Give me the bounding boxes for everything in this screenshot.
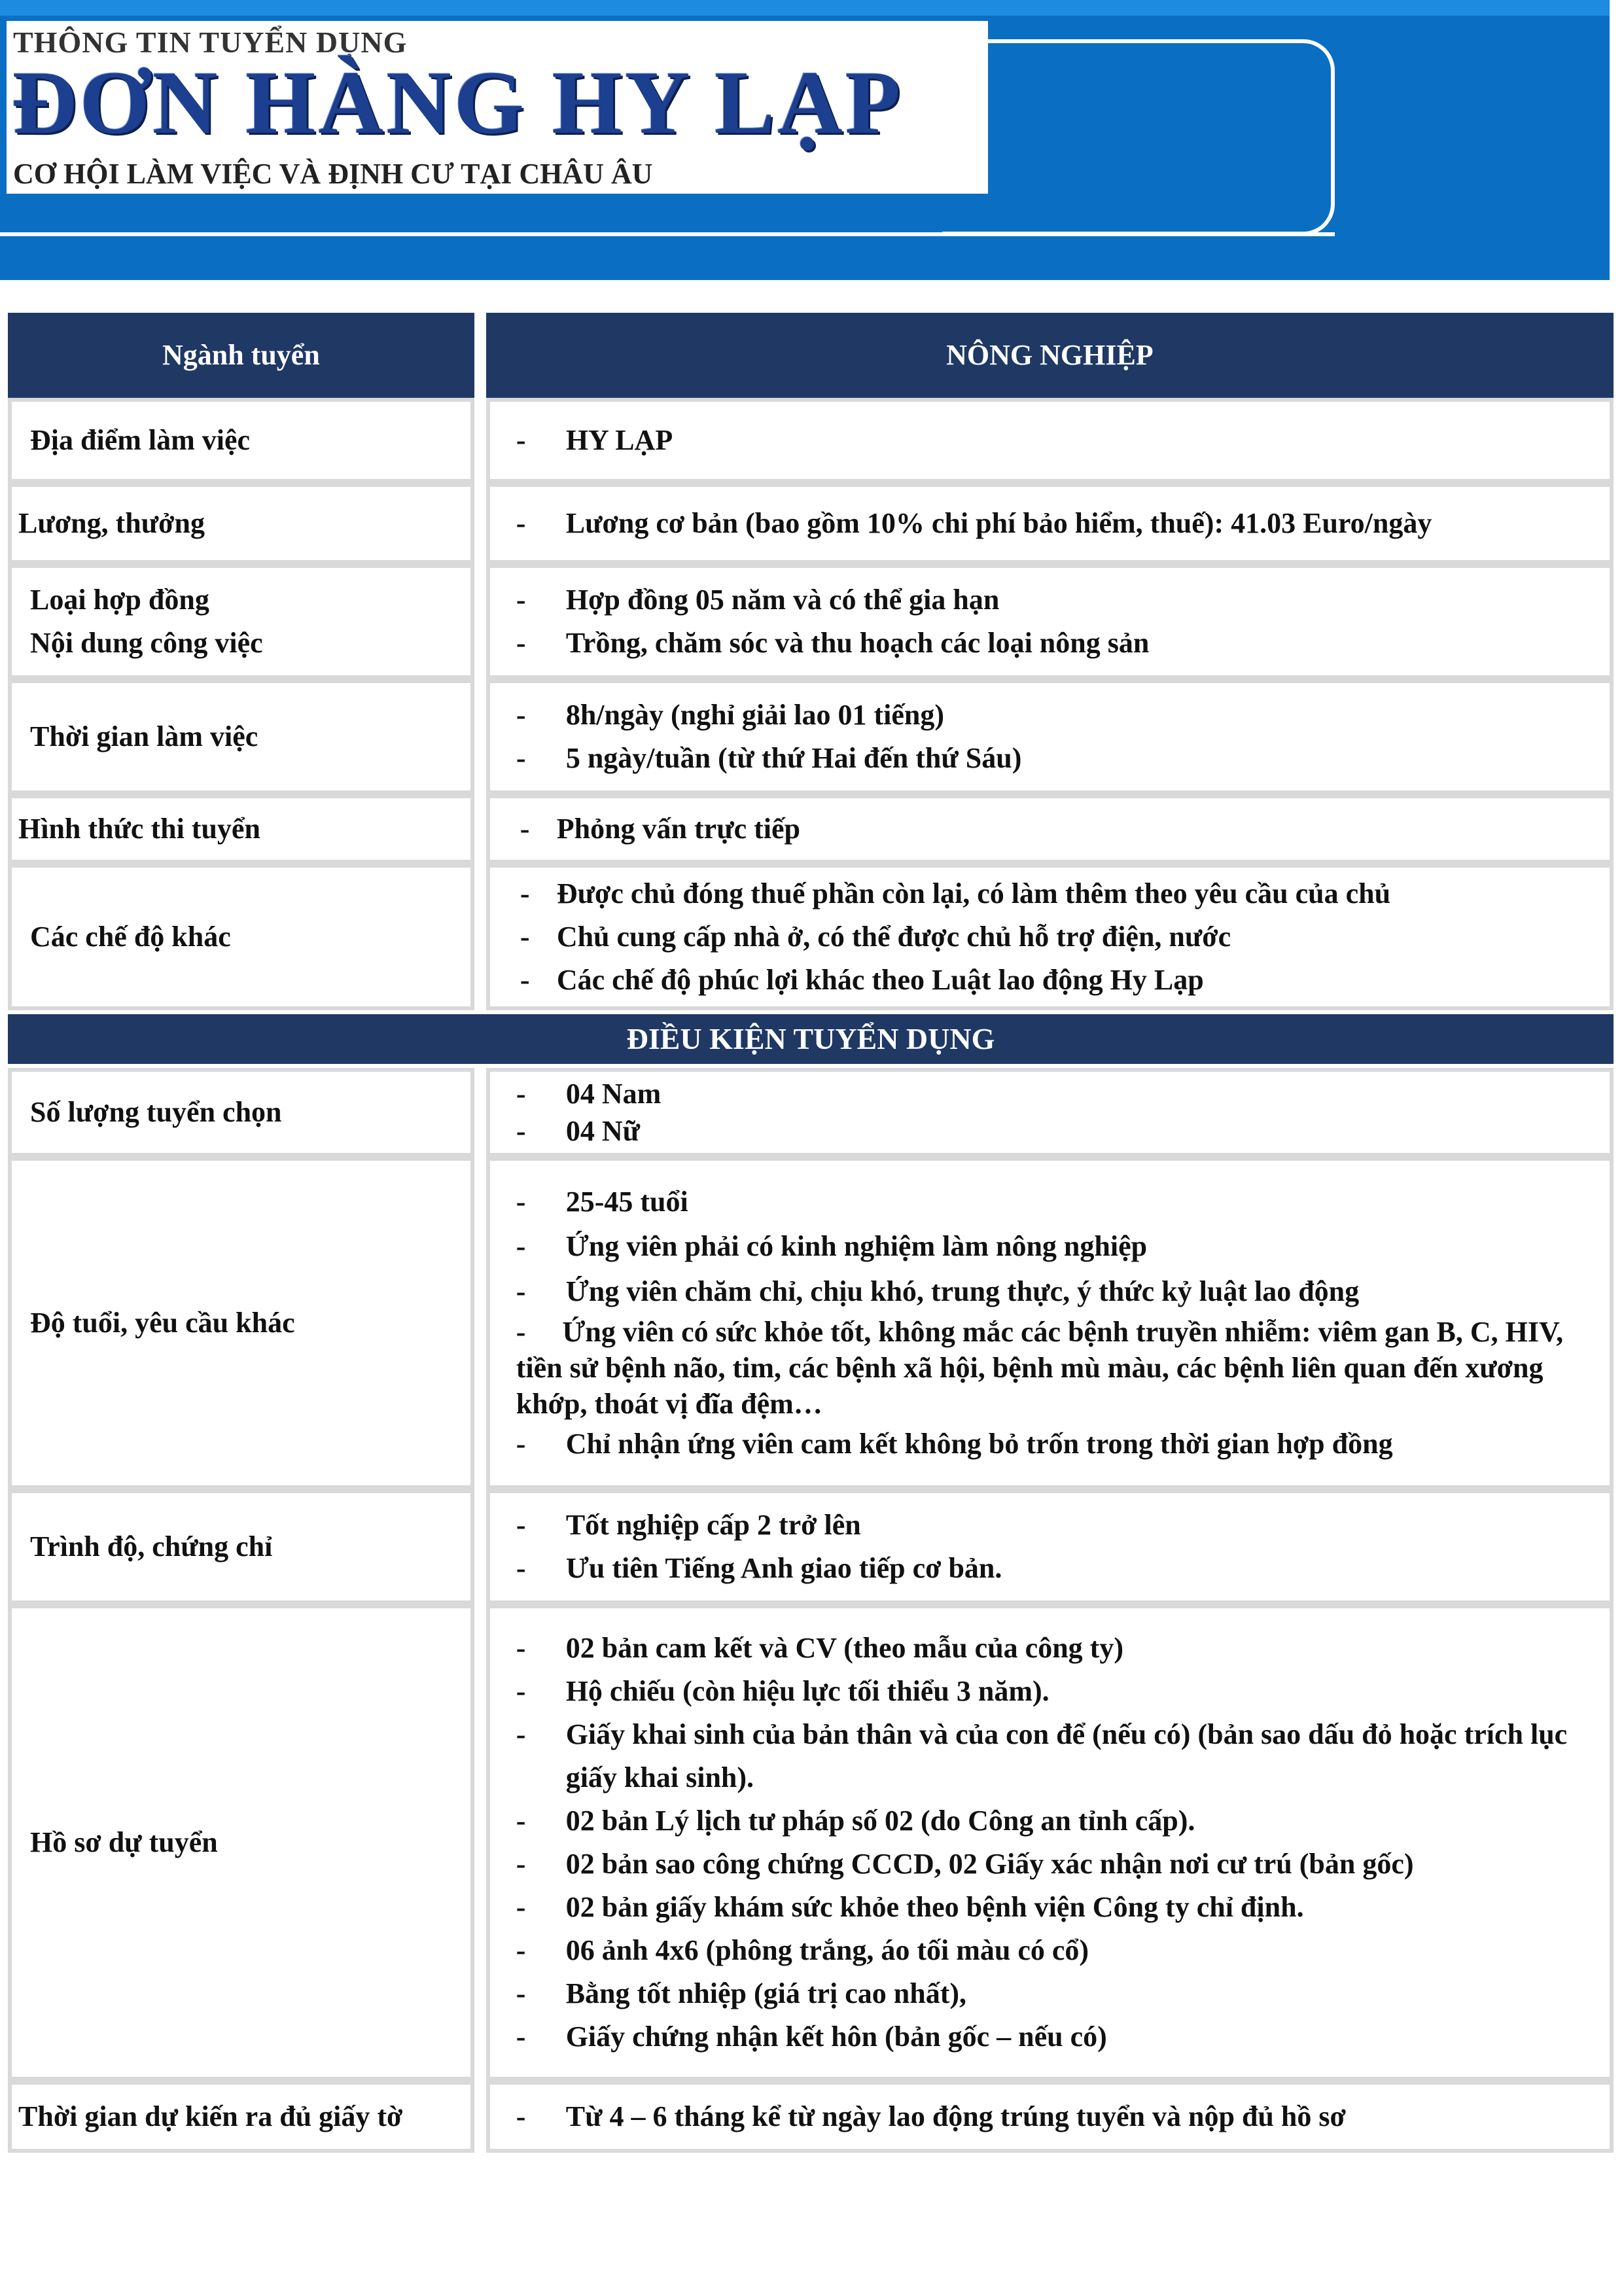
row-label: Độ tuổi, yêu cầu khác	[8, 1157, 474, 1489]
list-item: - Chỉ nhận ứng viên cam kết không bỏ trốn trong thời gian hợp đồng	[516, 1427, 1393, 1460]
row-label: Thời gian làm việc	[8, 679, 474, 794]
table-row-processing-time	[8, 2081, 1614, 2153]
header-industry-value: NÔNG NGHIỆP	[486, 313, 1614, 398]
table-row-age	[8, 1157, 1614, 1489]
label-contract-type: Loại hợp đồng	[30, 584, 209, 616]
list-item: - Được chủ đóng thuế phần còn lại, có làm thêm theo yêu cầu của chủ	[520, 877, 1391, 910]
header-banner	[0, 0, 1610, 280]
list-item: - Lương cơ bản (bao gồm 10% chi phí bảo hiểm, thuế): 41.03 Euro/ngày	[516, 507, 1432, 539]
row-label: Các chế độ khác	[8, 864, 474, 1010]
row-value	[486, 1068, 1614, 1157]
list-item: - Ưu tiên Tiếng Anh giao tiếp cơ bản.	[516, 1552, 1002, 1584]
row-label: Địa điểm làm việc	[8, 398, 474, 483]
table-row-exam	[8, 794, 1614, 864]
banner-frame-decoration	[942, 39, 1335, 236]
list-item: - Ứng viên chăm chỉ, chịu khó, trung thực, ý thức kỷ luật lao động	[516, 1275, 1360, 1307]
section-title-conditions: ĐIỀU KIỆN TUYỂN DỤNG	[8, 1014, 1614, 1064]
header-industry-label: Ngành tuyển	[8, 313, 474, 398]
list-item: - 02 bản sao công chứng CCCD, 02 Giấy xác nhận nơi cư trú (bản gốc)	[516, 1848, 1414, 1880]
table-row-benefits	[8, 864, 1614, 1010]
logo	[7, 21, 988, 194]
table-row-salary	[8, 483, 1614, 564]
logo-small-title: THÔNG TIN TUYỂN DỤNG	[13, 26, 408, 59]
table-row-documents	[8, 1604, 1614, 2081]
list-item: - Ứng viên phải có kinh nghiệm làm nông nghiệp	[516, 1230, 1148, 1263]
row-label: Trình độ, chứng chỉ	[8, 1489, 474, 1604]
label-job-content: Nội dung công việc	[30, 627, 263, 659]
logo-subtitle: CƠ HỘI LÀM VIỆC VÀ ĐỊNH CƯ TẠI CHÂU ÂU	[13, 158, 653, 190]
job-info-table	[8, 313, 1614, 2153]
list-item: - 25-45 tuổi	[516, 1186, 688, 1218]
table-row-quantity	[8, 1068, 1614, 1157]
banner-stripe	[0, 0, 1610, 16]
row-value	[486, 1604, 1614, 2081]
list-item: - Hộ chiếu (còn hiệu lực tối thiểu 3 năm).	[516, 1675, 1050, 1707]
row-value	[486, 1157, 1614, 1489]
row-value	[486, 864, 1614, 1010]
list-item: - Hợp đồng 05 năm và có thể gia hạn	[516, 584, 1000, 616]
list-item: - 04 Nam	[516, 1077, 662, 1110]
list-item: - 8h/ngày (nghỉ giải lao 01 tiếng)	[516, 699, 945, 731]
row-value	[486, 564, 1614, 679]
row-value	[486, 679, 1614, 794]
list-item: - Giấy chứng nhận kết hôn (bản gốc – nếu có)	[516, 2021, 1107, 2053]
list-item: - Ứng viên có sức khỏe tốt, không mắc các bệnh truyền nhiễm: viêm gan B, C, HIV, tiền sử bệnh não, tim, các bệnh xã hội, bệnh mù màu, các bệnh liên quan đến xương khớp, thoát vị đĩa đệm…	[516, 1315, 1564, 1420]
list-item: - Các chế độ phúc lợi khác theo Luật lao động Hy Lạp	[520, 964, 1204, 996]
list-item: - Chủ cung cấp nhà ở, có thể được chủ hỗ trợ điện, nước	[520, 921, 1231, 953]
list-item: - Trồng, chăm sóc và thu hoạch các loại nông sản	[516, 627, 1150, 659]
list-item: - Phỏng vấn trực tiếp	[520, 813, 800, 845]
logo-main-title: ĐƠN HÀNG HY LẠP	[12, 52, 904, 152]
row-label: Hình thức thi tuyển	[8, 794, 474, 864]
row-value	[486, 483, 1614, 564]
list-item: - Bằng tốt nhiệp (giá trị cao nhất),	[516, 1977, 967, 2009]
list-item: - Từ 4 – 6 tháng kể từ ngày lao động trúng tuyển và nộp đủ hồ sơ	[516, 2100, 1346, 2132]
table-row-contract	[8, 564, 1614, 679]
row-value	[486, 1489, 1614, 1604]
row-label: Lương, thưởng	[8, 483, 474, 564]
list-item: - HY LẠP	[516, 424, 673, 456]
list-item: - 02 bản cam kết và CV (theo mẫu của công ty)	[516, 1632, 1123, 1664]
list-item: - 5 ngày/tuần (từ thứ Hai đến thứ Sáu)	[516, 742, 1022, 774]
table-row-hours	[8, 679, 1614, 794]
list-item: - 02 bản giấy khám sức khỏe theo bệnh viện Công ty chỉ định.	[516, 1891, 1304, 1923]
row-label	[8, 564, 474, 679]
table-row-location	[8, 398, 1614, 483]
row-value	[486, 398, 1614, 483]
table-row-education	[8, 1489, 1614, 1604]
row-label: Thời gian dự kiến ra đủ giấy tờ	[8, 2081, 474, 2153]
list-item: - 04 Nữ	[516, 1115, 641, 1147]
row-label: Hồ sơ dự tuyển	[8, 1604, 474, 2081]
row-value	[486, 2081, 1614, 2153]
list-item: - 02 bản Lý lịch tư pháp số 02 (do Công an tỉnh cấp).	[516, 1805, 1195, 1837]
row-value	[486, 794, 1614, 864]
banner-frame-line	[0, 232, 1335, 236]
row-label: Số lượng tuyển chọn	[8, 1068, 474, 1157]
list-item: - 06 ảnh 4x6 (phông trắng, áo tối màu có cổ)	[516, 1934, 1089, 1966]
table-header-row	[8, 313, 1614, 398]
list-item: - Tốt nghiệp cấp 2 trở lên	[516, 1509, 861, 1541]
list-item: - Giấy khai sinh của bản thân và của con để (nếu có) (bản sao dấu đỏ hoặc trích lục giấy khai sinh).	[516, 1718, 1568, 1793]
